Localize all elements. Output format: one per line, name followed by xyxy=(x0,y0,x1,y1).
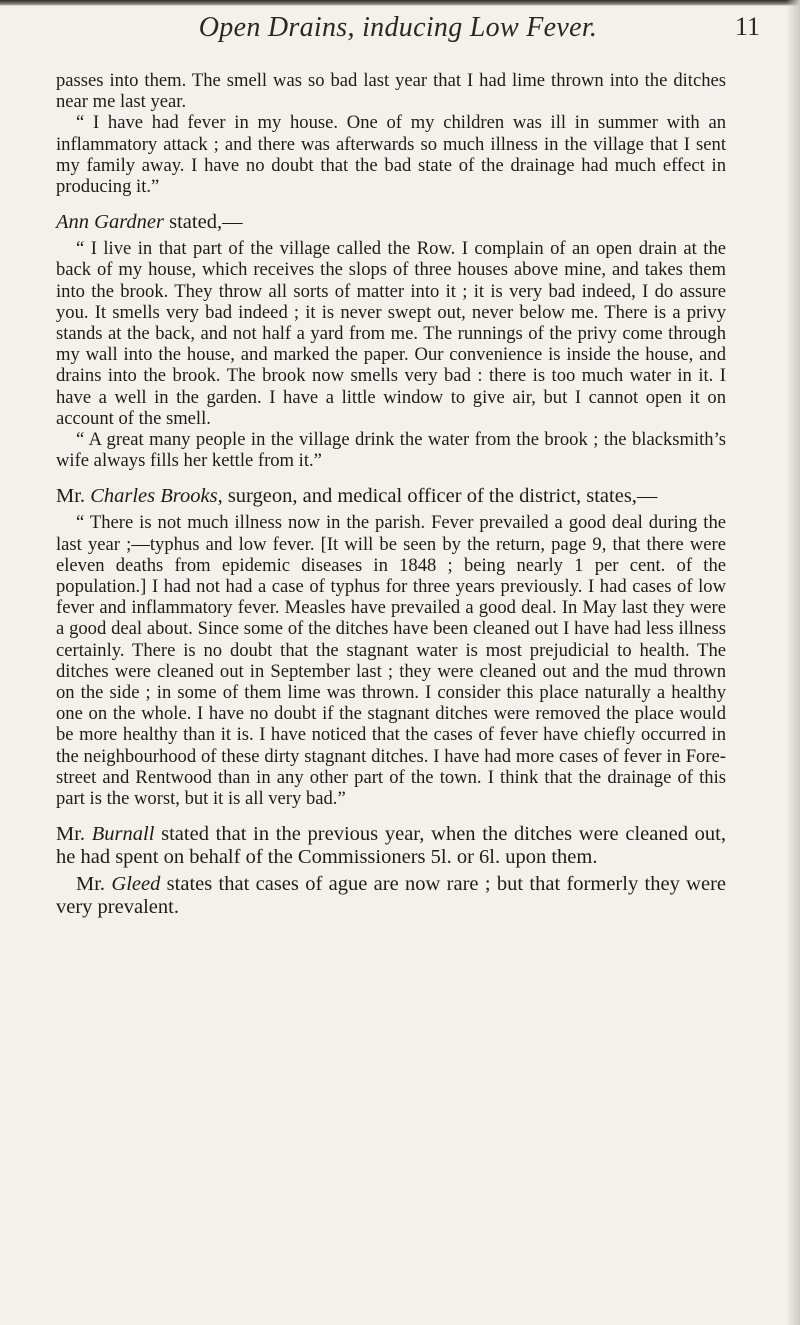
speaker-verb: stated,— xyxy=(164,211,243,234)
page-right-edge xyxy=(786,0,800,1325)
speaker-name: Gleed xyxy=(111,873,161,896)
paragraph-3: “ I live in that part of the village called the Row. I complain of an open drain at the back of my house, which receives the slops of three houses above mine, and takes them into the brook. They throw all sorts of matter into it ; it is very bad indeed, I do assure you. It smells very bad indeed ; it is never swept out, never below me. There is a privy stands at the back, and not half a yard from me. The runnings of the privy come through my wall into the house, and marked the paper. Our convenience is inside the house, and drains into the brook. The brook now smells very bad : there is too much water in it. I have a well in the garden. I have a little window to give air, but I cannot open it on account of the smell. xyxy=(56,238,726,429)
speaker-name: Ann Gardner xyxy=(56,211,164,234)
paragraph-5: “ There is not much illness now in the parish. Fever prevailed a good deal during the last year ;—typhus and low fever. [It will be seen by the return, page 9, that there were eleven deaths from epidemic diseases in 1848 ; being nearly 1 per cent. of the population.] I had not had a case of typhus for three years previously. I had cases of low fever and inflammatory fever. Measles have prevailed a good deal. In May last they were a good deal about. Since some of the ditches have been cleaned out I have had less illness certainly. There is no doubt that the stagnant water is most prejudicial to health. The ditches were cleaned out in September last ; they were cleaned out and the mud thrown on the side ; in some of them lime was thrown. I consider this place naturally a healthy one on the whole. I have no doubt if the stagnant ditches were removed the place would be more healthy than it is. I have noticed that the cases of fever have chiefly occurred in the neighbourhood of these dirty stagnant ditches. I have had more cases of fever in Fore-street and Rentwood than in any other part of the town. I think that the drainage of this part is the worst, but it is all very bad.” xyxy=(56,512,726,810)
speaker-verb: , surgeon, and medical officer of the district, states,— xyxy=(217,485,658,508)
paragraph-1: passes into them. The smell was so bad last year that I had lime thrown into the ditches near me last year. xyxy=(56,70,726,113)
page-number: 11 xyxy=(734,12,760,41)
speaker-prefix: Mr. xyxy=(76,873,112,896)
paragraph-2: “ I have had fever in my house. One of my children was ill in summer with an inflammatory attack ; and there was afterwards so much illness in the village that I sent my family away. I have no doubt that the bad state of the drainage had much effect in producing it.” xyxy=(56,112,726,198)
page-header xyxy=(40,8,760,48)
speaker-name: Burnall xyxy=(91,823,155,846)
running-title: Open Drains, inducing Low Fever. xyxy=(198,12,598,43)
speaker-ann-gardner xyxy=(56,211,726,234)
speaker-charles-brooks xyxy=(56,485,726,508)
statement-text: states that cases of ague are now rare ; but that formerly they were very prevalent. xyxy=(56,873,726,919)
speaker-prefix: Mr. xyxy=(56,823,92,846)
speaker-gleed xyxy=(56,873,726,919)
paragraph-4: “ A great many people in the village drink the water from the brook ; the blacksmith’s wife always fills her kettle from it.” xyxy=(56,429,726,472)
page-top-edge xyxy=(0,0,800,6)
page-body xyxy=(56,70,726,923)
statement-text: stated that in the previous year, when the ditches were cleaned out, he had spent on behalf of the Commissioners 5l. or 6l. upon them. xyxy=(56,823,726,869)
speaker-prefix: Mr. xyxy=(56,485,91,508)
speaker-name: Charles Brooks xyxy=(90,485,218,508)
speaker-burnall xyxy=(56,823,726,869)
